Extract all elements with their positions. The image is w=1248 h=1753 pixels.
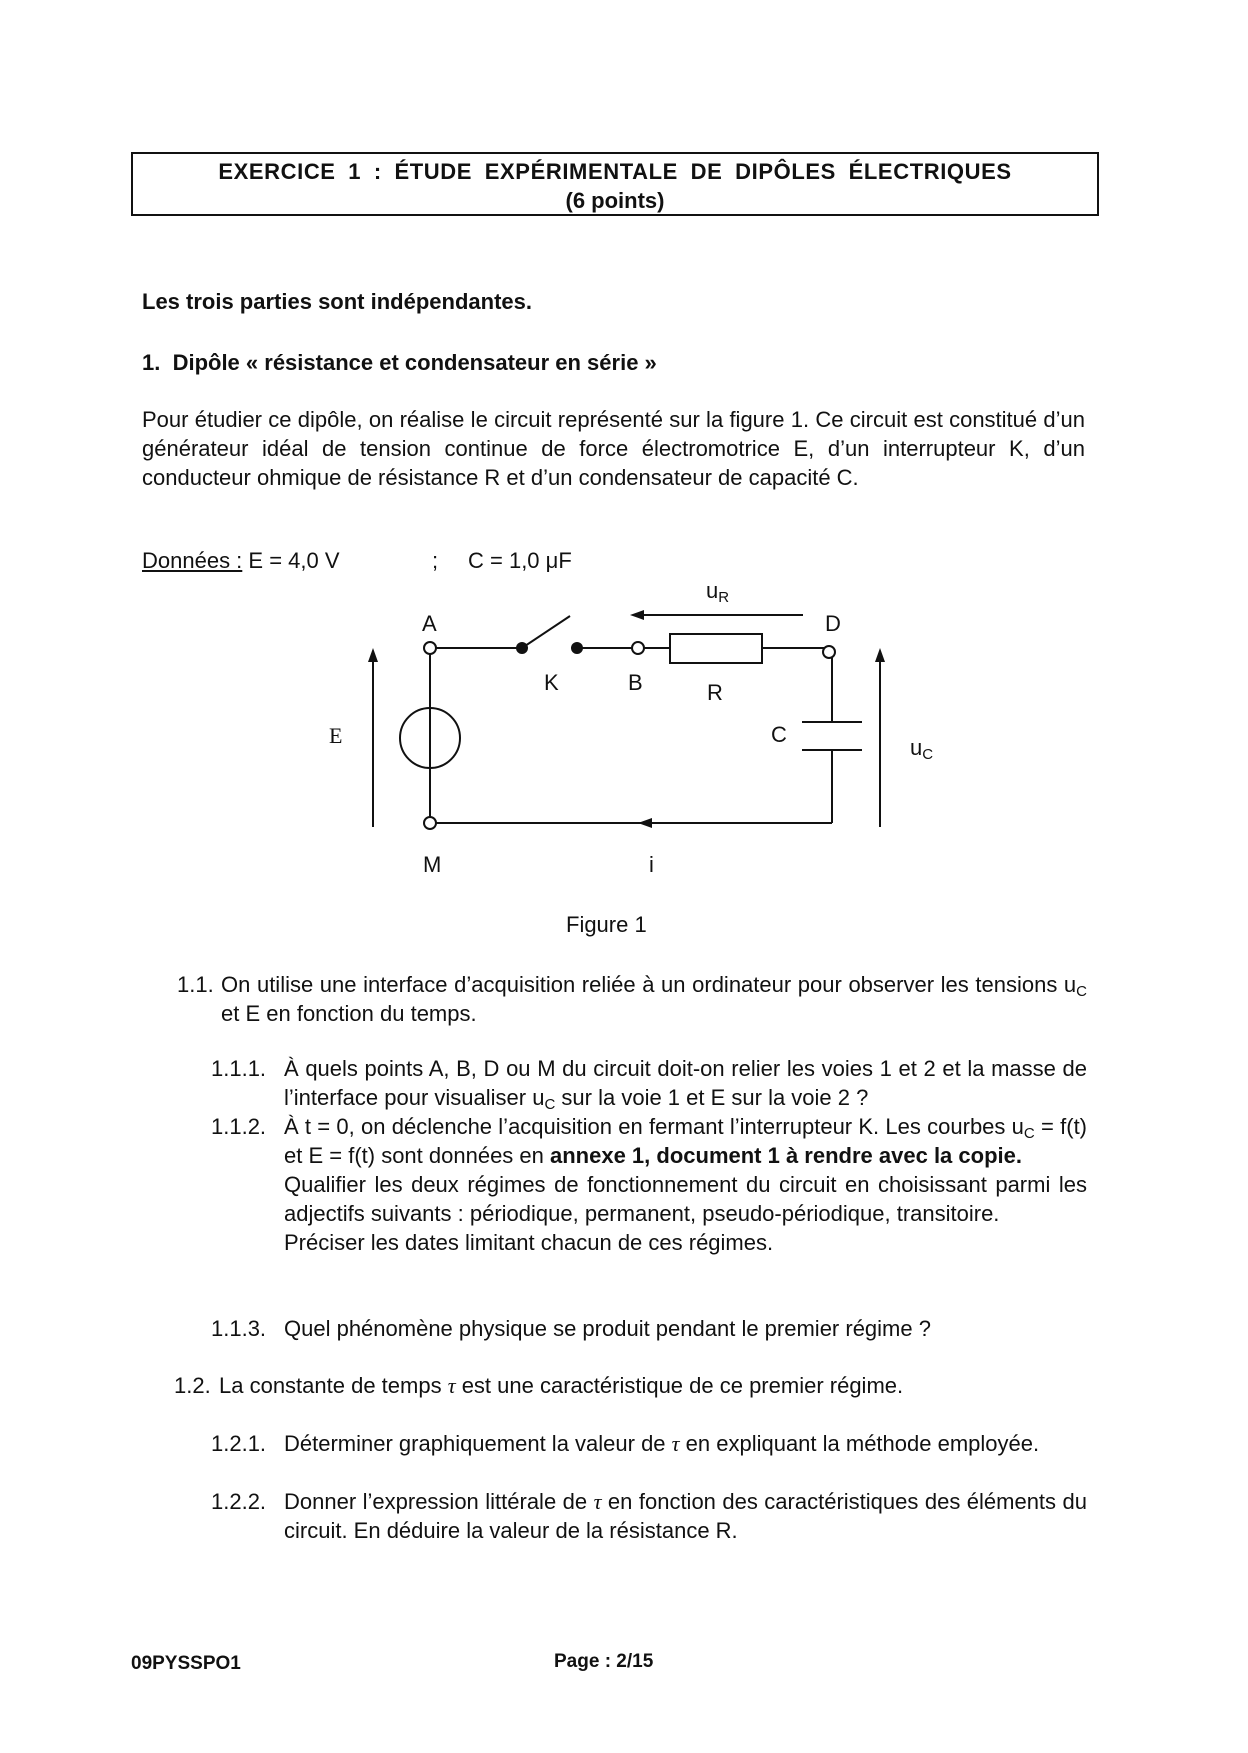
question-number: 1.1.1. xyxy=(211,1056,267,1081)
figure-caption: Figure 1 xyxy=(566,912,647,937)
question-1-1-1 xyxy=(211,1054,1087,1114)
exercise-points: (6 points) xyxy=(565,188,665,213)
arrow-uC-head xyxy=(875,648,885,662)
arrow-i-head xyxy=(638,818,652,828)
arrow-E-head xyxy=(368,648,378,662)
question-1-1-2 xyxy=(211,1112,1087,1312)
node-B xyxy=(632,642,644,654)
label-C: C xyxy=(771,722,787,747)
node-A xyxy=(424,642,436,654)
label-uR: $u_R$ xyxy=(706,578,730,606)
question-text: Donner l’expression littérale de τ en fonction des caractéristiques des éléments du circuit. En déduire la valeur de la résistance R. xyxy=(284,1489,1087,1543)
data-label: Données : xyxy=(142,548,243,573)
label-B: B xyxy=(628,670,643,695)
question-1-1-3 xyxy=(211,1314,1087,1344)
node-M xyxy=(424,817,436,829)
question-number: 1.1.3. xyxy=(211,1316,267,1341)
label-E: E xyxy=(329,723,343,748)
data-separator: ; xyxy=(432,548,439,573)
label-A: A xyxy=(422,611,437,636)
label-R: R xyxy=(707,680,723,705)
question-text: Quel phénomène physique se produit pendant le premier régime ? xyxy=(284,1316,931,1341)
question-text: À quels points A, B, D ou M du circuit doit-on relier les voies 1 et 2 et la masse de l’interface pour visualiser $u_C$ sur la voie 1 et E sur la voie 2 ? xyxy=(284,1056,1087,1113)
arrow-uR-head xyxy=(630,610,644,620)
resistor xyxy=(670,634,762,663)
switch-blade xyxy=(522,616,570,648)
label-D: D xyxy=(825,611,841,636)
question-text: On utilise une interface d’acquisition reliée à un ordinateur pour observer les tensions $u_C$ et E en fonction du temps. xyxy=(221,972,1087,1026)
question-number: 1.1. xyxy=(177,972,214,997)
question-number: 1.1.2. xyxy=(211,1114,267,1139)
data-C: C = 1,0 μF xyxy=(468,548,572,573)
question-number: 1.2. xyxy=(174,1373,211,1398)
question-number: 1.2.2. xyxy=(211,1489,267,1514)
question-text: La constante de temps τ est une caractéristique de ce premier régime. xyxy=(219,1373,904,1398)
node-D xyxy=(823,646,835,658)
label-M: M xyxy=(423,852,442,877)
switch-contact-right xyxy=(571,642,583,654)
question-1-1 xyxy=(177,970,1087,1030)
exercise-title: EXERCICE 1 : ÉTUDE EXPÉRIMENTALE DE DIPÔLES ÉLECTRIQUES xyxy=(218,159,1012,184)
intro-text: Les trois parties sont indépendantes. xyxy=(142,289,532,314)
question-1-2-1 xyxy=(211,1429,1087,1489)
label-uC: $u_C$ xyxy=(910,735,934,763)
question-text: À t = 0, on déclenche l’acquisition en fermant l’interrupteur K. Les courbes $u_C = f(t)$ et E = f(t) sont données en annexe 1, document 1 à rendre avec la copie. Qualifier les deux régimes de fonctionnement du circuit en choisissant parmi les adjectifs suivants : périodique, permanent, pseudo-périodique, transitoire. Préciser les dates limitant chacun de ces régimes. xyxy=(284,1114,1088,1255)
section-paragraph: Pour étudier ce dipôle, on réalise le circuit représenté sur la figure 1. Ce circuit est constitué d’un générateur idéal de tension continue de force électromotrice E, d’un interrupteur K, d’un conducteur ohmique de résistance R et d’un condensateur de capacité C. xyxy=(142,407,1085,490)
label-K: K xyxy=(544,670,559,695)
question-1-2-2 xyxy=(211,1487,1087,1547)
question-number: 1.2.1. xyxy=(211,1431,267,1456)
footer-page: Page : 2/15 xyxy=(554,1651,654,1672)
switch-contact-left xyxy=(516,642,528,654)
data-E: E = 4,0 V xyxy=(248,548,340,573)
label-i: i xyxy=(649,852,654,877)
section-heading: 1. Dipôle « résistance et condensateur en série » xyxy=(142,350,657,375)
footer-code: 09PYSSPO1 xyxy=(131,1653,241,1674)
question-1-2 xyxy=(174,1371,1087,1401)
question-text: Déterminer graphiquement la valeur de τ en expliquant la méthode employée. xyxy=(284,1431,1040,1456)
